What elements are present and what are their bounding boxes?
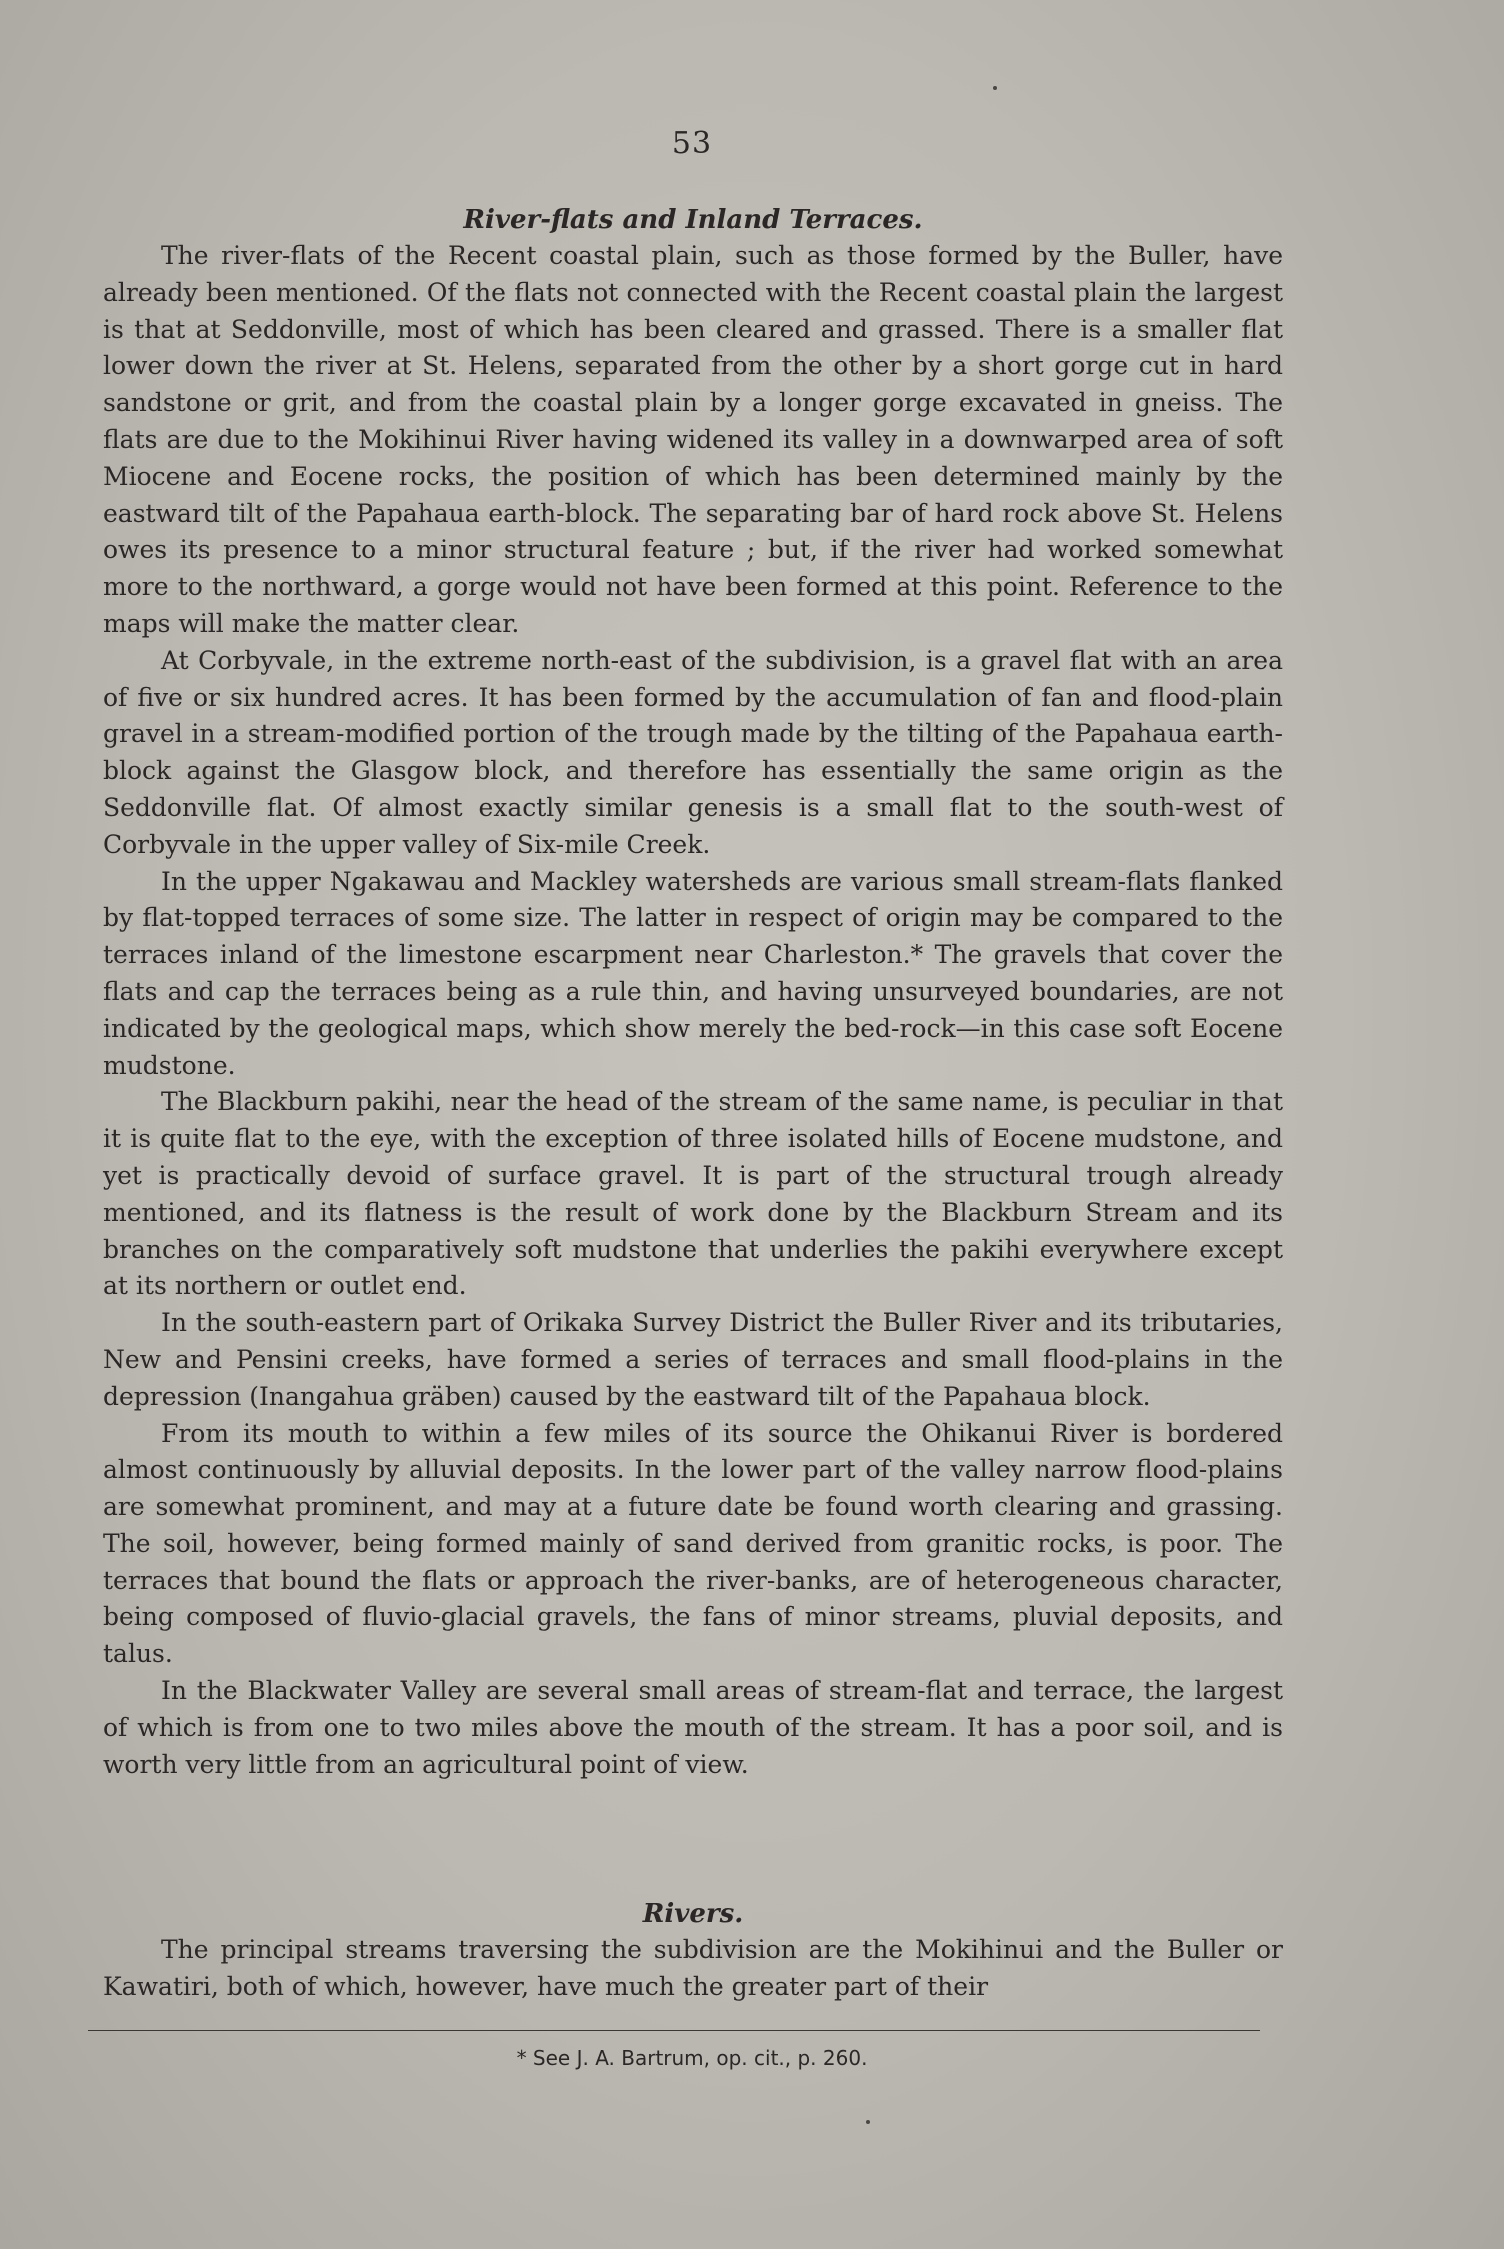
footnote: * See J. A. Bartrum, op. cit., p. 260. <box>516 2046 868 2070</box>
paragraph: The river-flats of the Recent coastal plain, such as those formed by the Buller, have already been mentioned. Of the flats not connected with the Recent coastal plain the largest is that at Seddonville, most of which has been cleared and grassed. There is a smaller flat lower down the river at St. Helens, separated from the other by a short gorge cut in hard sandstone or grit, and from the coastal plain by a longer gorge excavated in gneiss. The flats are due to the Mokihinui River having widened its valley in a downwarped area of soft Miocene and Eocene rocks, the position of which has been determined mainly by the eastward tilt of the Papahaua earth-block. The separating bar of hard rock above St. Helens owes its presence to a minor structural feature ; but, if the river had worked somewhat more to the northward, a gorge would not have been formed at this point. Reference to the maps will make the matter clear. <box>103 241 1283 638</box>
footnote-rule <box>88 2030 1260 2031</box>
paragraph: In the upper Ngakawau and Mackley watersheds are various small stream-flats flanked by flat-topped terraces of some size. The latter in respect of origin may be compared to the terraces inland of the limestone escarpment near Charleston.* The gravels that cover the flats and cap the terraces being as a rule thin, and having unsurveyed boundaries, are not indicated by the geological maps, which show merely the bed-rock—in this case soft Eocene mudstone. <box>103 866 1283 1080</box>
page-number: 53 <box>671 126 713 161</box>
paper-speck <box>993 86 997 90</box>
paragraph: The principal streams traversing the subdivision are the Mokihinui and the Buller or Kawatiri, both of which, however, have much the greater part of their <box>103 1935 1283 2001</box>
section-river-flats <box>103 202 1283 1783</box>
paper-speck <box>866 2120 870 2124</box>
section-rivers <box>103 1896 1283 2006</box>
section-heading: River-flats and Inland Terraces. <box>463 205 923 235</box>
paragraph: In the south-eastern part of Orikaka Survey District the Buller River and its tributaries, New and Pensini creeks, have formed a series of terraces and small flood-plains in the depression (Inangahua gräben) caused by the eastward tilt of the Papahaua block. <box>103 1308 1283 1411</box>
paragraph: At Corbyvale, in the extreme north-east of the subdivision, is a gravel flat with an area of five or six hundred acres. It has been formed by the accumulation of fan and flood-plain gravel in a stream-modified portion of the trough made by the tilting of the Papahaua earth-block against the Glasgow block, and therefore has essentially the same origin as the Seddonville flat. Of almost exactly similar genesis is a small flat to the south-west of Corbyvale in the upper valley of Six-mile Creek. <box>103 645 1283 859</box>
paragraph: In the Blackwater Valley are several small areas of stream-flat and terrace, the largest of which is from one to two miles above the mouth of the stream. It has a poor soil, and is worth very little from an agricultural point of view. <box>103 1676 1283 1779</box>
paragraph: The Blackburn pakihi, near the head of the stream of the same name, is peculiar in that it is quite flat to the eye, with the exception of three isolated hills of Eocene mudstone, and yet is practically devoid of surface gravel. It is part of the structural trough already mentioned, and its flatness is the result of work done by the Blackburn Stream and its branches on the comparatively soft mudstone that underlies the pakihi everywhere except at its northern or outlet end. <box>103 1087 1283 1301</box>
paragraph: From its mouth to within a few miles of its source the Ohikanui River is bordered almost continuously by alluvial deposits. In the lower part of the valley narrow flood-plains are somewhat prominent, and may at a future date be found worth clearing and grassing. The soil, however, being formed mainly of sand derived from granitic rocks, is poor. The terraces that bound the flats or approach the river-banks, are of heterogeneous character, being composed of fluvio-glacial gravels, the fans of minor streams, pluvial deposits, and talus. <box>103 1418 1283 1669</box>
section-heading: Rivers. <box>642 1899 744 1929</box>
